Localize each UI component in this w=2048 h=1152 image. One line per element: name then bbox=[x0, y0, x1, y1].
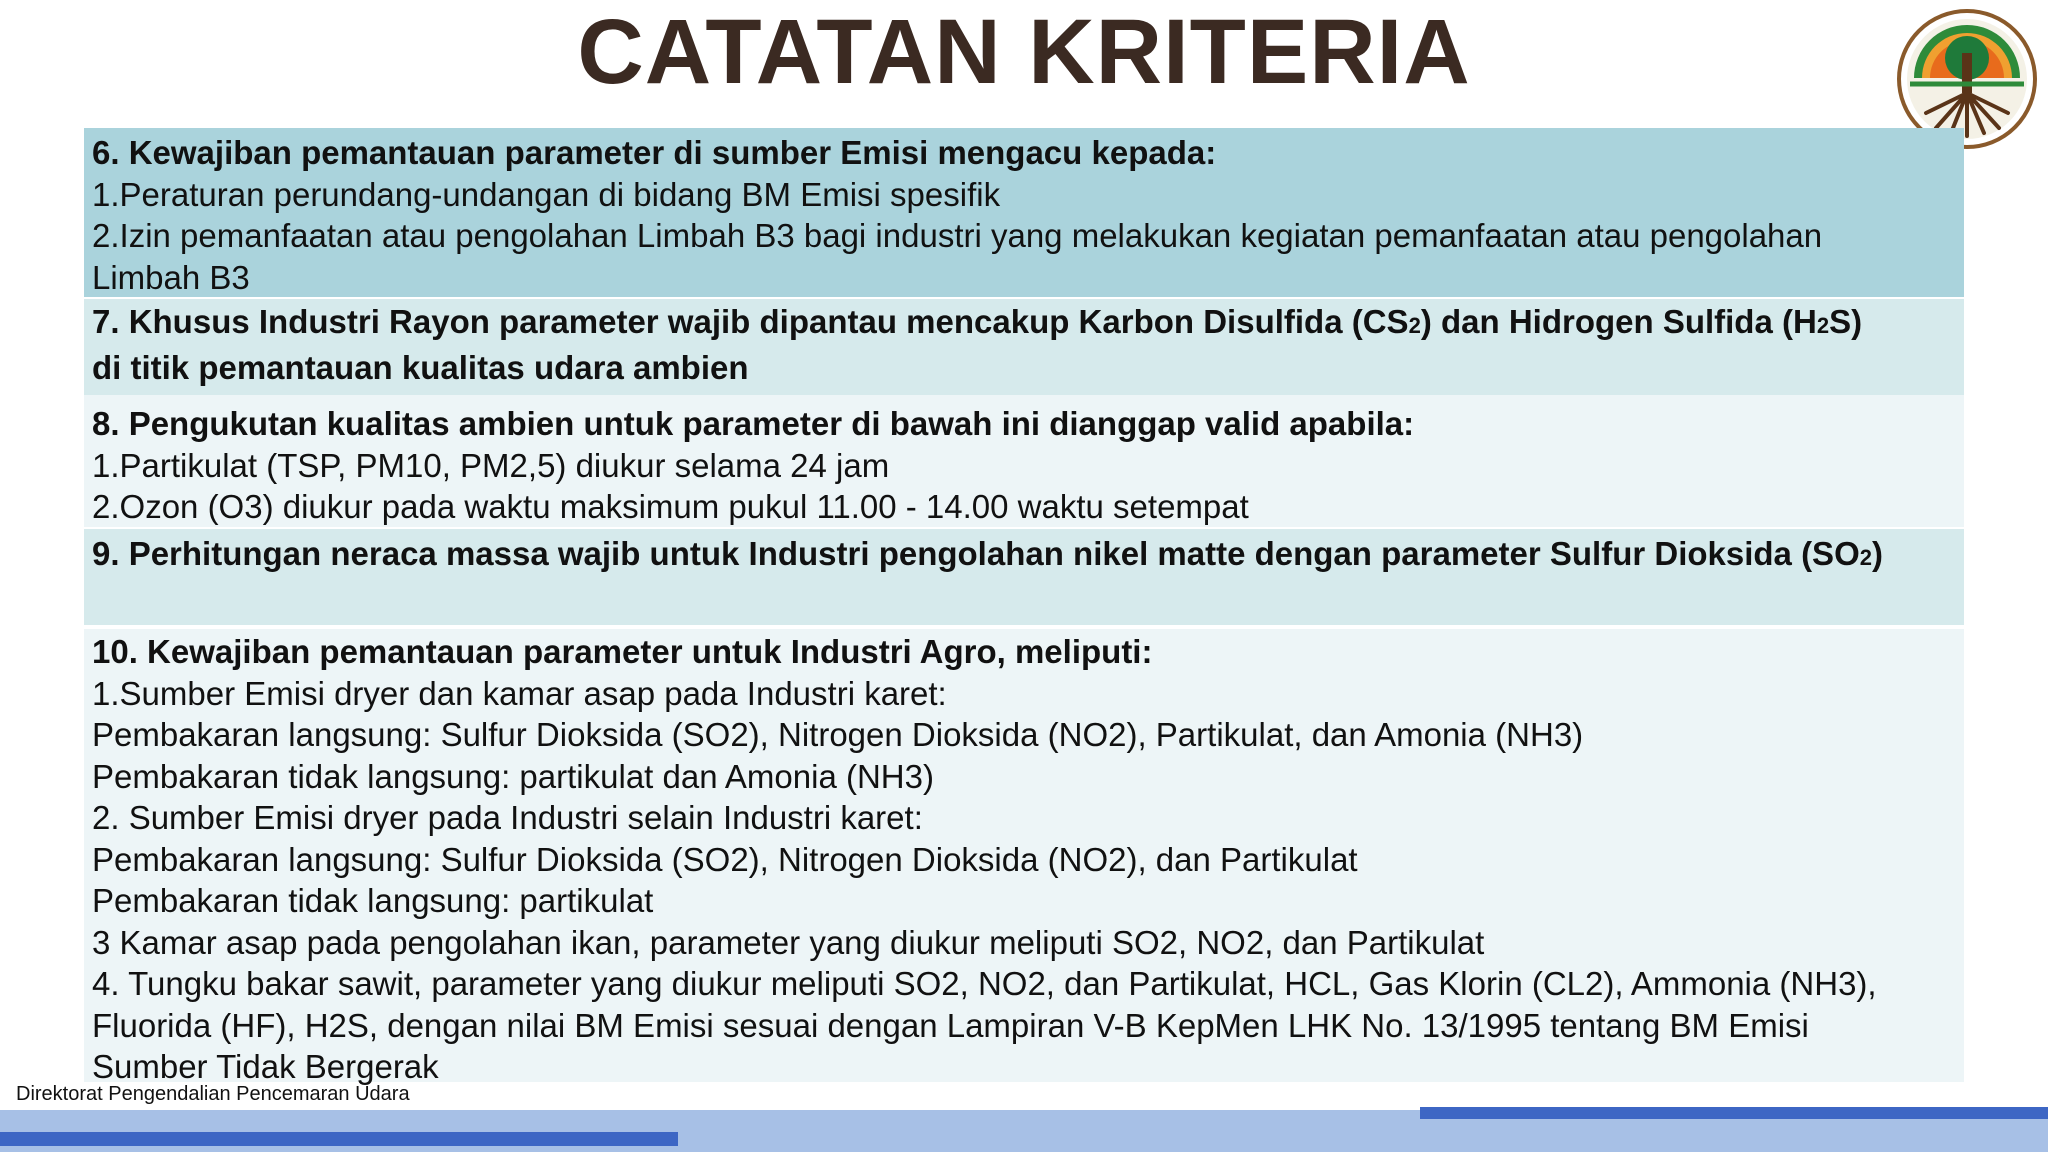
criteria-10-line-3: Pembakaran tidak langsung: partikulat dan Amonia (NH3) bbox=[92, 757, 934, 795]
criteria-row-6 bbox=[84, 128, 1964, 297]
criteria-8-heading: 8. Pengukutan kualitas ambien untuk parameter di bawah ini dianggap valid apabila: bbox=[92, 405, 1415, 442]
criteria-7-heading bbox=[92, 301, 1956, 347]
criteria-10-line-1: 1.Sumber Emisi dryer dan kamar asap pada Industri karet: bbox=[92, 674, 947, 712]
criteria-7-text-c: S) bbox=[1829, 303, 1863, 340]
criteria-7-heading-cont: di titik pemantauan kualitas udara ambien bbox=[92, 348, 749, 386]
criteria-row-10 bbox=[84, 629, 1964, 1085]
criteria-6-item-1: 1.Peraturan perundang-undangan di bidang BM Emisi spesifik bbox=[92, 175, 1001, 213]
criteria-6-item-2: 2.Izin pemanfaatan atau pengolahan Limbah B3 bagi industri yang melakukan kegiatan pemanfaatan atau pengolahan bbox=[92, 217, 1823, 254]
criteria-7-sub-2: 2 bbox=[1816, 313, 1830, 338]
criteria-10-line-8: 4. Tungku bakar sawit, parameter yang diukur meliputi SO2, NO2, dan Partikulat, HCL, Gas Klorin (CL2), Ammonia (NH3), bbox=[92, 965, 1877, 1002]
footer-accent-right bbox=[1420, 1107, 2048, 1119]
criteria-6-heading: 6. Kewajiban pemantauan parameter di sumber Emisi mengacu kepada: bbox=[92, 134, 1217, 171]
criteria-9-text-a: 9. Perhitungan neraca massa wajib untuk Industri pengolahan nikel matte dengan parameter Sulfur Dioksida (SO bbox=[92, 535, 1860, 572]
criteria-9-heading bbox=[92, 533, 1956, 579]
criteria-table bbox=[84, 128, 1964, 1085]
criteria-10-line-7: 3 Kamar asap pada pengolahan ikan, parameter yang diukur meliputi SO2, NO2, dan Partikulat bbox=[92, 923, 1485, 961]
criteria-10-line-10: Sumber Tidak Bergerak bbox=[92, 1048, 439, 1085]
criteria-10-line-4: 2. Sumber Emisi dryer pada Industri selain Industri karet: bbox=[92, 799, 923, 836]
page-title: CATATAN KRITERIA bbox=[577, 1, 1471, 103]
criteria-8-item-1: 1.Partikulat (TSP, PM10, PM2,5) diukur selama 24 jam bbox=[92, 446, 890, 484]
criteria-10-line-2: Pembakaran langsung: Sulfur Dioksida (SO2), Nitrogen Dioksida (NO2), Partikulat, dan Amonia (NH3) bbox=[92, 716, 1584, 753]
criteria-8-item-2: 2.Ozon (O3) diukur pada waktu maksimum pukul 11.00 - 14.00 waktu setempat bbox=[92, 488, 1249, 525]
criteria-10-line-9: Fluorida (HF), H2S, dengan nilai BM Emisi sesuai dengan Lampiran V-B KepMen LHK No. 13/1995 tentang BM Emisi bbox=[92, 1006, 1809, 1044]
criteria-9-sub: 2 bbox=[1859, 545, 1872, 570]
criteria-row-9 bbox=[84, 529, 1964, 625]
criteria-10-line-6: Pembakaran tidak langsung: partikulat bbox=[92, 882, 654, 919]
criteria-6-item-2-cont: Limbah B3 bbox=[92, 258, 250, 296]
footer-directorate: Direktorat Pengendalian Pencemaran Udara bbox=[16, 1083, 410, 1105]
criteria-row-8 bbox=[84, 395, 1964, 527]
footer-accent-left bbox=[0, 1132, 678, 1146]
criteria-7-sub-1: 2 bbox=[1408, 313, 1421, 338]
criteria-7-text-a: 7. Khusus Industri Rayon parameter wajib dipantau mencakup Karbon Disulfida (CS bbox=[92, 303, 1409, 340]
criteria-row-7 bbox=[84, 299, 1964, 395]
criteria-7-text-b: ) dan Hidrogen Sulfida (H bbox=[1420, 303, 1817, 340]
criteria-9-text-b: ) bbox=[1872, 535, 1883, 572]
criteria-10-line-5: Pembakaran langsung: Sulfur Dioksida (SO2), Nitrogen Dioksida (NO2), dan Partikulat bbox=[92, 840, 1358, 878]
criteria-10-heading: 10. Kewajiban pemantauan parameter untuk Industri Agro, meliputi: bbox=[92, 633, 1153, 670]
